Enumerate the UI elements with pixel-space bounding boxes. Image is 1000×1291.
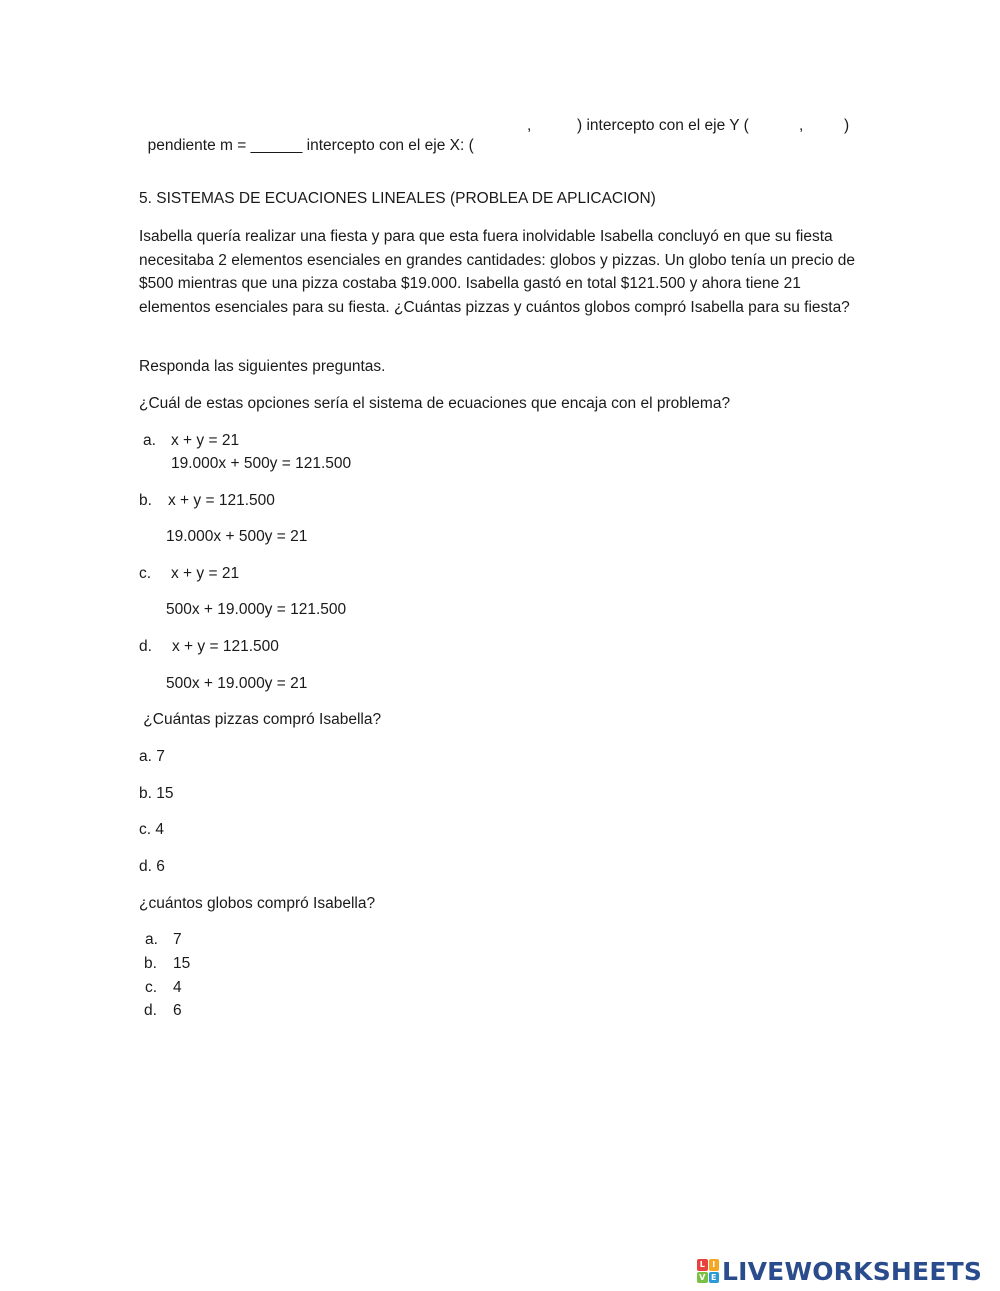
q1-option-c-eq1: x + y = 21 [171,565,240,582]
q3-option-a-letter[interactable]: a. [145,931,158,948]
q1-option-d-eq2: 500x + 19.000y = 21 [166,675,308,692]
y-intercept-comma: , [799,117,804,134]
q3-option-c-value: 4 [173,979,182,996]
q2-option-b[interactable]: b. 15 [139,785,174,802]
q3-option-c-letter[interactable]: c. [145,979,158,996]
problem-paragraph: Isabella quería realizar una fiesta y para que esta fuera inolvidable Isabella concluyó en que su fiesta necesitaba 2 elementos esenciales en grandes cantidades: globos y pizzas. Un globo tenía un precio de $500 mientras que una pizza costaba $19.000. Isabella gastó en total $121.500 y ahora tiene 21 elementos esenciales para su fiesta. ¿Cuántas pizzas y cuántos globos compró Isabella para su fiesta? [139,228,856,316]
q3-option-d-value: 6 [173,1002,182,1019]
y-intercept-close: ) [844,117,850,134]
q3-text: ¿cuántos globos compró Isabella? [139,895,376,912]
q1-option-b-eq2: 19.000x + 500y = 21 [166,528,308,545]
logo-letter-i: I [709,1259,720,1271]
q2-option-d[interactable]: d. 6 [139,858,165,875]
section-title: 5. SISTEMAS DE ECUACIONES LINEALES (PROBLEA DE APLICACION) [139,190,656,207]
q1-option-d-eq1: x + y = 121.500 [172,638,279,655]
q2-text: ¿Cuántas pizzas compró Isabella? [139,711,382,728]
q3-option-d-letter[interactable]: d. [144,1002,157,1019]
q1-option-a-letter[interactable]: a. [143,432,156,449]
q1-option-b-letter[interactable]: b. [139,492,152,509]
q1-option-d-letter[interactable]: d. [139,638,152,655]
liveworksheets-logo [697,1255,982,1287]
logo-letter-e: E [709,1272,720,1284]
q2-option-c[interactable]: c. 4 [139,821,164,838]
logo-letter-l: L [697,1259,708,1271]
q1-option-a-eq1: x + y = 21 [171,432,240,449]
logo-letter-v: V [697,1272,708,1284]
q1-option-a-eq2: 19.000x + 500y = 121.500 [171,455,352,472]
x-intercept-comma: , [527,117,532,134]
q1-option-c-eq2: 500x + 19.000y = 121.500 [166,601,347,618]
q1-option-b-eq1: x + y = 121.500 [168,492,275,509]
q3-option-b-letter[interactable]: b. [144,955,157,972]
instruction-text: Responda las siguientes preguntas. [139,358,386,375]
slope-intercept-line [139,116,474,156]
q3-option-a-value: 7 [173,931,182,948]
y-intercept-label: ) intercepto con el eje Y ( [577,117,749,134]
liveworksheets-logo-icon [697,1259,719,1283]
q2-option-a[interactable]: a. 7 [139,748,165,765]
q1-text: ¿Cuál de estas opciones sería el sistema de ecuaciones que encaja con el problema? [139,395,731,412]
q1-option-c-letter[interactable]: c. [139,565,152,582]
q3-option-b-value: 15 [173,955,191,972]
slope-label: pendiente m = ______ intercepto con el eje X: ( [147,137,474,154]
logo-text: LIVEWORKSHEETS [722,1256,983,1286]
